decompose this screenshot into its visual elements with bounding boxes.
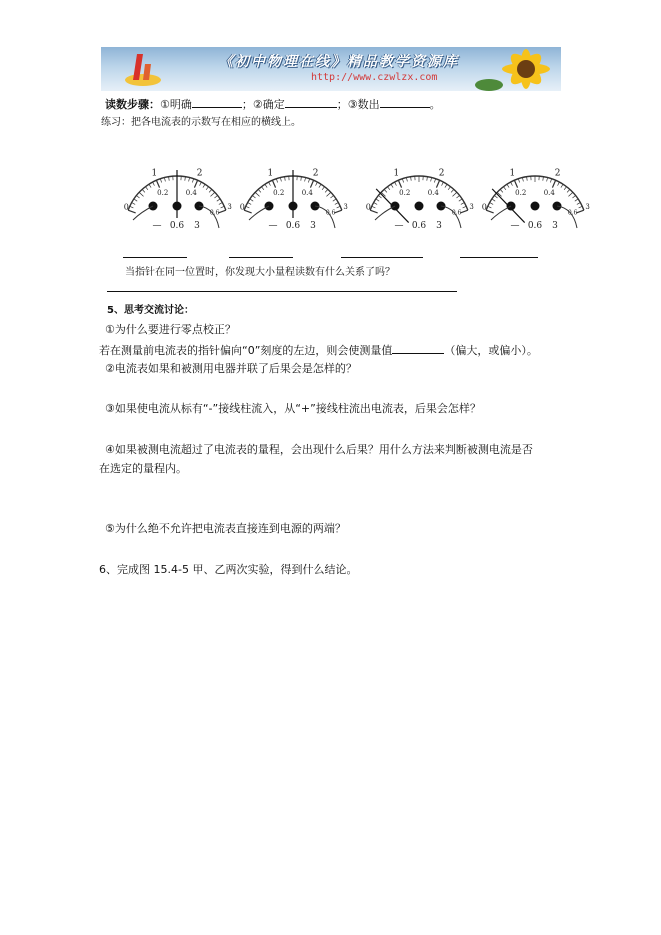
scale-tick: [145, 187, 147, 190]
scale-tick: [500, 189, 503, 192]
section-5-title: 5、思考交流讨论：: [107, 305, 194, 316]
scale-label-bottom-0-6: 0.6: [567, 209, 578, 217]
scale-tick: [221, 206, 225, 208]
scale-tick: [192, 179, 193, 183]
scale-tick: [486, 210, 494, 213]
same-position-question: 当指针在同一位置时，你发现大小量程读数有什么关系了吗？: [125, 267, 395, 278]
scale-tick: [452, 192, 456, 196]
scale-tick: [488, 206, 492, 208]
ammeter-dial: [235, 140, 351, 250]
question-1-detail: [99, 341, 538, 358]
blank-step-1[interactable]: [192, 95, 242, 108]
scale-tick: [445, 184, 447, 187]
scale-tick: [252, 196, 255, 198]
scale-label-bottom-0-6: 0.6: [209, 209, 220, 217]
answer-line-1[interactable]: [123, 257, 187, 258]
scale-tick: [518, 179, 519, 183]
scale-label-top-3: 3: [469, 202, 474, 211]
question-5: ⑤为什么绝不允许把电流表直接连到电源的两端？: [105, 522, 346, 535]
scale-tick: [448, 187, 450, 190]
scale-tick: [280, 178, 281, 182]
scale-tick: [378, 196, 381, 198]
scale-tick: [169, 177, 170, 181]
scale-tick: [139, 192, 143, 196]
scale-label-top-1: 1: [509, 168, 516, 179]
scale-label-top-0: 0: [123, 202, 129, 212]
terminal-label-0-6: 0.6: [285, 221, 301, 231]
scale-tick: [308, 179, 309, 183]
scale-tick: [200, 182, 202, 186]
scale-label-top-2: 2: [196, 168, 203, 179]
scale-tick: [406, 178, 407, 182]
scale-label-bottom-0-2: 0.2: [399, 188, 411, 197]
scale-tick: [564, 187, 566, 190]
terminal-label-minus: —: [510, 221, 520, 231]
blank-step-3[interactable]: [380, 95, 430, 108]
scale-tick: [543, 177, 544, 181]
scale-tick: [206, 187, 208, 190]
terminal-label-3: 3: [552, 221, 558, 231]
scale-tick: [128, 210, 136, 213]
scale-tick: [246, 206, 250, 208]
scale-tick: [376, 199, 379, 201]
scale-tick: [527, 177, 528, 181]
sunflower-icon: [471, 47, 561, 91]
scale-tick: [522, 178, 523, 182]
scale-label-bottom-0-6: 0.6: [451, 209, 462, 217]
scale-tick: [258, 189, 261, 192]
scale-tick: [514, 180, 517, 187]
scale-tick: [185, 177, 186, 181]
scale-tick: [301, 177, 302, 181]
scale-tick: [395, 182, 397, 186]
scale-tick: [134, 199, 137, 201]
question-3: ③如果使电流从标有“-”接线柱流入，从“+”接线柱流出电流表，后果会怎样？: [105, 402, 481, 415]
scale-tick: [398, 180, 401, 187]
reading-steps: [105, 95, 441, 112]
scale-label-bottom-0-4: 0.4: [543, 188, 555, 197]
answer-line-2[interactable]: [229, 257, 293, 258]
scale-tick: [552, 180, 555, 187]
terminal-0-6: [289, 202, 298, 211]
scale-tick: [459, 199, 462, 201]
scale-tick: [316, 182, 318, 186]
scale-label-top-0: 0: [365, 202, 371, 212]
scale-tick: [310, 180, 313, 187]
q1-detail-pre: 若在测量前电流表的指针偏向“0”刻度的左边，则会使测量值: [99, 344, 393, 357]
scale-tick: [434, 179, 435, 183]
site-url: http://www.czwlzx.com: [311, 72, 438, 83]
scale-tick: [130, 206, 134, 208]
scale-tick: [460, 210, 468, 213]
question-2: ②电流表如果和被测用电器并联了后果会是怎样的？: [105, 362, 357, 375]
scale-tick: [153, 182, 155, 186]
scale-tick: [463, 206, 467, 208]
scale-tick: [164, 178, 165, 182]
scale-tick: [490, 203, 493, 205]
terminal-label-minus: —: [152, 221, 162, 231]
scale-tick: [567, 189, 570, 192]
terminal-label-minus: —: [268, 221, 278, 231]
scale-label-bottom-0-4: 0.4: [301, 188, 313, 197]
site-title: 《初中物理在线》精品教学资源库: [219, 54, 459, 70]
scale-tick: [558, 182, 560, 186]
question-1: ①为什么要进行零点校正？: [105, 323, 236, 336]
scale-tick: [335, 203, 338, 205]
scale-label-top-3: 3: [227, 202, 232, 211]
site-logo-icon: [123, 50, 163, 90]
scale-tick: [276, 179, 277, 183]
step-2: ②确定: [252, 98, 285, 111]
scale-tick: [248, 203, 251, 205]
terminal-label-3: 3: [310, 221, 316, 231]
scale-tick: [579, 206, 583, 208]
terminal-label-3: 3: [436, 221, 442, 231]
scale-tick: [255, 192, 259, 196]
question-6: 6、完成图 15.4-5 甲、乙两次实验，得到什么结论。: [99, 563, 358, 576]
scale-tick: [330, 196, 333, 198]
scale-tick: [547, 178, 548, 182]
scale-tick: [269, 182, 271, 186]
scale-tick: [427, 177, 428, 181]
terminal-label-0-6: 0.6: [169, 221, 185, 231]
wire-left: [375, 206, 395, 220]
terminal-0-6: [415, 202, 424, 211]
practice-instruction: 练习：把各电流表的示数写在相应的横线上。: [101, 117, 301, 128]
scale-tick: [210, 192, 214, 196]
scale-tick: [456, 196, 459, 198]
scale-tick: [132, 203, 135, 205]
scale-tick: [326, 192, 330, 196]
q1-detail-post: （偏大，或偏小）。: [444, 344, 538, 357]
terminal-label-3: 3: [194, 221, 200, 231]
scale-tick: [217, 199, 220, 201]
scale-tick: [203, 184, 205, 187]
scale-tick: [142, 189, 145, 192]
scale-tick: [372, 206, 376, 208]
sep-1: ；: [241, 98, 253, 111]
ammeter-dial: [477, 140, 593, 250]
scale-tick: [325, 189, 328, 192]
answer-line-4[interactable]: [460, 257, 538, 258]
scale-tick: [334, 210, 342, 213]
scale-label-bottom-0-6: 0.6: [325, 209, 336, 217]
scale-tick: [436, 180, 439, 187]
terminal-label-minus: —: [394, 221, 404, 231]
scale-tick: [576, 210, 584, 213]
scale-label-top-3: 3: [585, 202, 590, 211]
scale-tick: [261, 187, 263, 190]
ammeter-dial: [361, 140, 477, 250]
end-mark: 。: [429, 98, 441, 111]
scale-tick: [391, 184, 393, 187]
scale-tick: [160, 179, 161, 183]
wire-left: [133, 206, 153, 220]
scale-label-top-2: 2: [438, 168, 445, 179]
scale-tick: [561, 184, 563, 187]
scale-label-top-2: 2: [312, 168, 319, 179]
scale-tick: [503, 187, 505, 190]
scale-tick: [568, 192, 572, 196]
ammeter-dial: [119, 140, 235, 250]
scale-tick: [305, 178, 306, 182]
terminal-label-0-6: 0.6: [527, 221, 543, 231]
scale-tick: [507, 184, 509, 187]
scale-tick: [402, 179, 403, 183]
sep-2: ；: [336, 98, 348, 111]
scale-tick: [442, 182, 444, 186]
scale-tick: [214, 196, 217, 198]
terminal-label-0-6: 0.6: [411, 221, 427, 231]
scale-tick: [194, 180, 197, 187]
scale-tick: [149, 184, 151, 187]
scale-tick: [511, 182, 513, 186]
scale-tick: [265, 184, 267, 187]
scale-label-top-1: 1: [151, 168, 158, 179]
scale-tick: [411, 177, 412, 181]
scale-tick: [384, 189, 387, 192]
scale-tick: [319, 184, 321, 187]
scale-label-bottom-0-4: 0.4: [185, 188, 197, 197]
scale-label-top-1: 1: [267, 168, 274, 179]
scale-tick: [387, 187, 389, 190]
scale-label-top-3: 3: [343, 202, 348, 211]
scale-tick: [451, 189, 454, 192]
scale-tick: [218, 210, 226, 213]
wire-left: [491, 206, 511, 220]
reading-steps-label: 读数步骤：: [105, 98, 160, 111]
scale-label-bottom-0-2: 0.2: [157, 188, 169, 197]
scale-tick: [577, 203, 580, 205]
scale-label-bottom-0-4: 0.4: [427, 188, 439, 197]
question-4-line-1: ④如果被测电流超过了电流表的量程，会出现什么后果？用什么方法来判断被测电流是否: [105, 443, 533, 456]
scale-tick: [322, 187, 324, 190]
scale-tick: [250, 199, 253, 201]
question-4-line-2: 在选定的量程内。: [99, 462, 187, 475]
scale-label-bottom-0-2: 0.2: [273, 188, 285, 197]
scale-tick: [461, 203, 464, 205]
scale-tick: [333, 199, 336, 201]
scale-tick: [492, 199, 495, 201]
scale-label-bottom-0-2: 0.2: [515, 188, 527, 197]
scale-tick: [572, 196, 575, 198]
scale-tick: [550, 179, 551, 183]
step-3: ③数出: [347, 98, 380, 111]
scale-tick: [136, 196, 139, 198]
scale-tick: [219, 203, 222, 205]
wire-left: [249, 206, 269, 220]
scale-tick: [494, 196, 497, 198]
scale-tick: [575, 199, 578, 201]
scale-tick: [156, 180, 159, 187]
scale-label-top-0: 0: [239, 202, 245, 212]
scale-label-top-1: 1: [393, 168, 400, 179]
scale-tick: [285, 177, 286, 181]
scale-tick: [189, 178, 190, 182]
scale-label-top-2: 2: [554, 168, 561, 179]
blank-q1[interactable]: [392, 341, 444, 354]
scale-label-top-0: 0: [481, 202, 487, 212]
scale-tick: [431, 178, 432, 182]
answer-line-3[interactable]: [341, 257, 423, 258]
scale-tick: [337, 206, 341, 208]
scale-tick: [209, 189, 212, 192]
scale-tick: [272, 180, 275, 187]
scale-tick: [244, 210, 252, 213]
answer-line-same-position[interactable]: [107, 291, 457, 292]
terminal-0-6: [173, 202, 182, 211]
blank-step-2[interactable]: [285, 95, 337, 108]
header-banner: [101, 47, 561, 91]
scale-tick: [374, 203, 377, 205]
terminal-0-6: [531, 202, 540, 211]
step-1: ①明确: [160, 98, 192, 111]
scale-tick: [370, 210, 378, 213]
